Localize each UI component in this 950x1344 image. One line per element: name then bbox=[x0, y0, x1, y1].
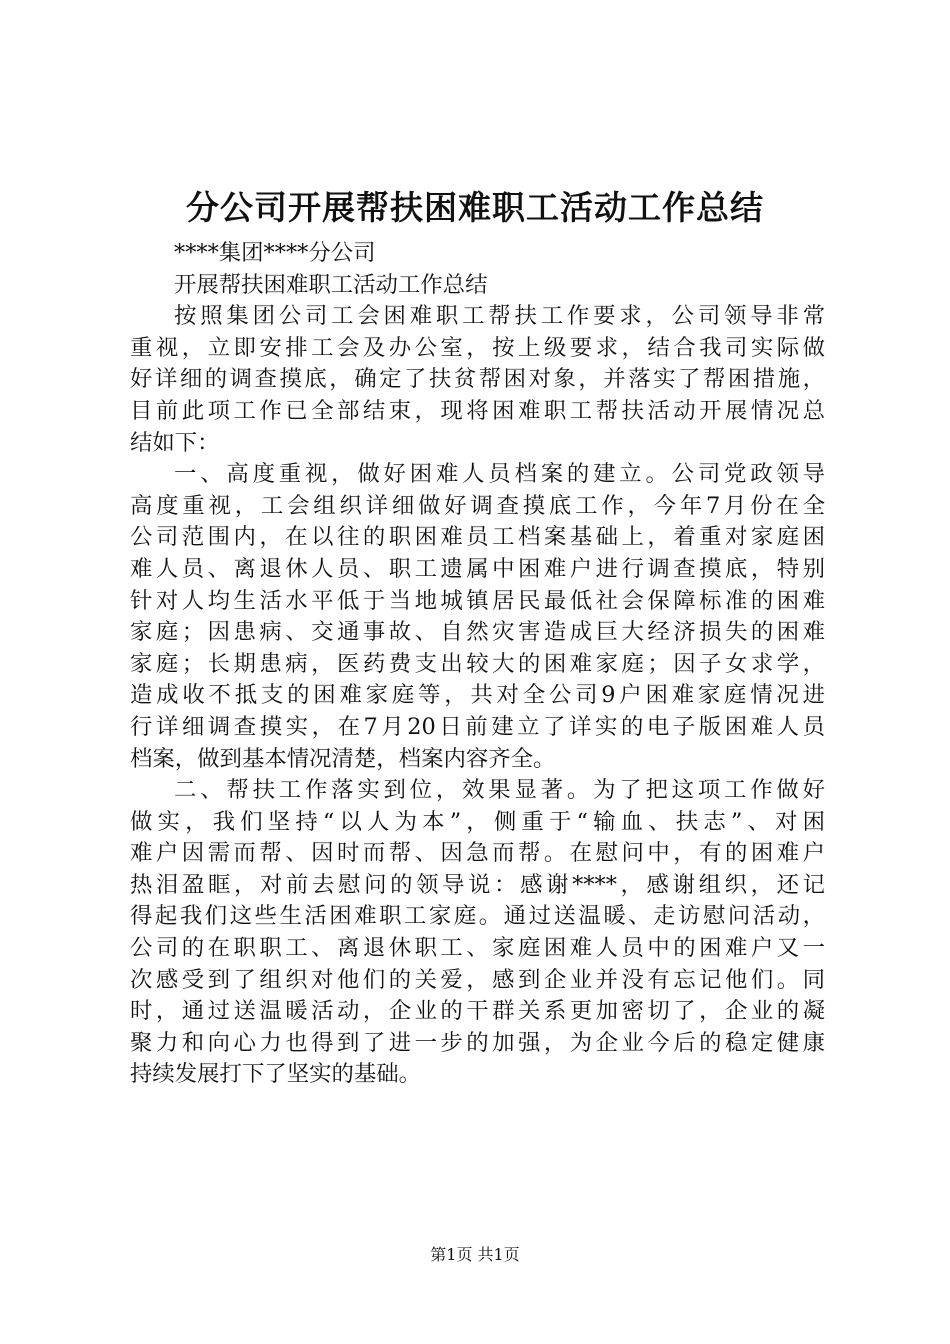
paragraph-line: 按照集团公司工会困难职工帮扶工作要求，公司领导非常 bbox=[174, 303, 825, 330]
paragraph-line: 持续发展打下了坚实的基础。 bbox=[130, 1061, 422, 1088]
paragraph-intro bbox=[130, 301, 825, 459]
document-title: 分公司开展帮扶困难职工活动工作总结 bbox=[186, 188, 764, 227]
paragraph-line: 聚力和向心力也得到了进一步的加强，为企业今后的稳定健康 bbox=[130, 1029, 825, 1056]
paragraph-line: 得起我们这些生活困难职工家庭。通过送温暖、走访慰问活动， bbox=[130, 903, 825, 930]
paragraph-section-2 bbox=[130, 775, 825, 1091]
paragraph-line: 一、高度重视，做好困难人员档案的建立。公司党政领导 bbox=[174, 461, 825, 488]
paragraph-line: 结如下： bbox=[130, 429, 220, 456]
header-line-subtitle: 开展帮扶困难职工活动工作总结 bbox=[174, 271, 488, 298]
paragraph-section-1 bbox=[130, 459, 825, 775]
paragraph-line: 难户因需而帮、因时而帮、因急而帮。在慰问中，有的困难户 bbox=[130, 840, 825, 867]
paragraph-line: 重视，立即安排工会及办公室，按上级要求，结合我司实际做 bbox=[130, 334, 825, 361]
paragraph-line: 行详细调查摸实，在7月20日前建立了详实的电子版困难人员 bbox=[130, 713, 825, 740]
paragraph-line: 做实，我们坚持“以人为本”，侧重于“输血、扶志”、对困 bbox=[130, 808, 825, 835]
paragraph-line: 公司范围内，在以往的职困难员工档案基础上，着重对家庭困 bbox=[130, 524, 825, 551]
paragraph-line: 造成收不抵支的困难家庭等，共对全公司9户困难家庭情况进 bbox=[130, 682, 825, 709]
document-body bbox=[130, 238, 825, 1091]
paragraph-line: 公司的在职职工、离退休职工、家庭困难人员中的困难户又一 bbox=[130, 935, 825, 962]
paragraph-line: 家庭；长期患病，医药费支出较大的困难家庭；因子女求学， bbox=[130, 650, 825, 677]
paragraph-line: 针对人均生活水平低于当地城镇居民最低社会保障标准的困难 bbox=[130, 587, 825, 614]
paragraph-line: 二、帮扶工作落实到位，效果显著。为了把这项工作做好 bbox=[174, 777, 825, 804]
paragraph-line: 时，通过送温暖活动，企业的干群关系更加密切了，企业的凝 bbox=[130, 998, 825, 1025]
paragraph-line: 次感受到了组织对他们的关爱，感到企业并没有忘记他们。同 bbox=[130, 966, 825, 993]
paragraph-line: 档案，做到基本情况清楚，档案内容齐全。 bbox=[130, 745, 556, 772]
paragraph-line: 高度重视，工会组织详细做好调查摸底工作，今年7月份在全 bbox=[130, 492, 825, 519]
page-footer: 第1页 共1页 bbox=[430, 1245, 520, 1264]
paragraph-line: 家庭；因患病、交通事故、自然灾害造成巨大经济损失的困难 bbox=[130, 619, 825, 646]
paragraph-line: 目前此项工作已全部结束，现将困难职工帮扶活动开展情况总 bbox=[130, 397, 825, 424]
header-line-company: ****集团****分公司 bbox=[174, 240, 376, 266]
paragraph-line: 难人员、离退休人员、职工遗属中困难户进行调查摸底，特别 bbox=[130, 555, 825, 582]
paragraph-line: 热泪盈眶，对前去慰问的领导说：感谢****，感谢组织，还记 bbox=[130, 871, 825, 898]
paragraph-line: 好详细的调查摸底，确定了扶贫帮困对象，并落实了帮困措施， bbox=[130, 366, 825, 393]
